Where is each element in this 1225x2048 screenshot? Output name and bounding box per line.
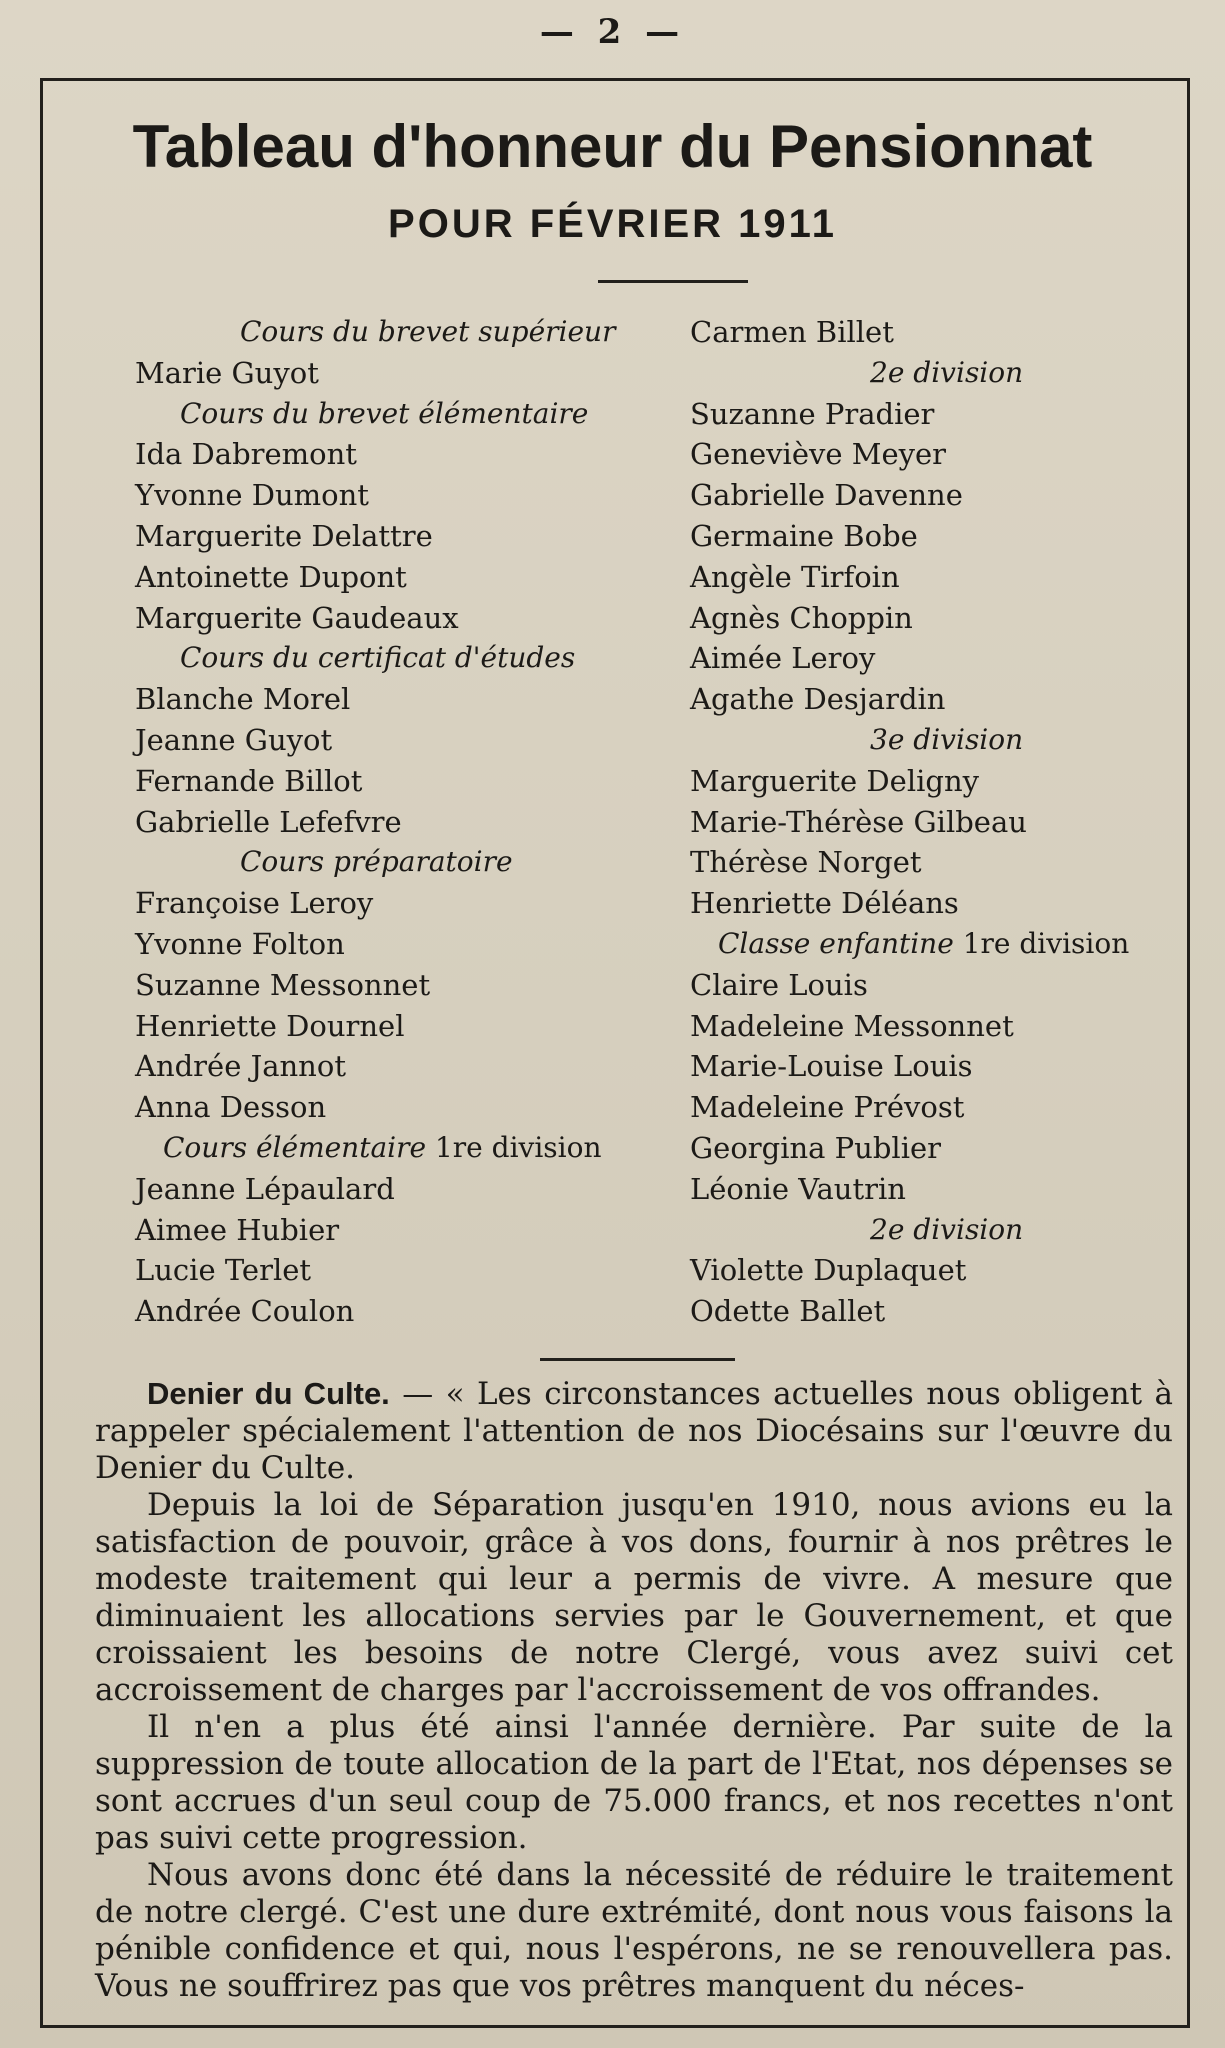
division-heading: 2e division xyxy=(870,1212,1024,1246)
student-name: Fernande Billot xyxy=(135,763,363,798)
student-name: Yvonne Folton xyxy=(135,926,345,961)
student-name: Marie Guyot xyxy=(135,355,319,390)
student-name: Marie-Louise Louis xyxy=(690,1049,973,1084)
student-name: Ida Dabremont xyxy=(135,437,357,472)
student-name: Geneviève Meyer xyxy=(690,437,947,472)
honor-list-left xyxy=(135,312,655,1332)
student-name: Madeleine Messonnet xyxy=(690,1008,1014,1043)
student-name: Jeanne Lépaulard xyxy=(135,1171,395,1206)
title-divider xyxy=(598,280,748,283)
student-name: Marguerite Gaudeaux xyxy=(135,600,459,635)
student-name: Claire Louis xyxy=(690,967,868,1002)
student-name: Aimee Hubier xyxy=(135,1212,340,1247)
student-name: Gabrielle Davenne xyxy=(690,478,963,513)
article-lead: Denier du Culte. xyxy=(147,1376,390,1411)
section-divider xyxy=(540,1358,735,1361)
student-name: Jeanne Guyot xyxy=(135,722,333,757)
student-name: Odette Ballet xyxy=(690,1294,886,1329)
student-name: Antoinette Dupont xyxy=(135,559,407,594)
student-name: Marguerite Deligny xyxy=(690,763,980,798)
student-name: Madeleine Prévost xyxy=(690,1090,965,1125)
section-heading xyxy=(135,1128,655,1169)
student-name: Georgina Publier xyxy=(690,1130,942,1165)
article-paragraph xyxy=(95,1375,1173,1487)
student-name: Thérèse Norget xyxy=(690,845,922,880)
page-title: Tableau d'honneur du Pensionnat xyxy=(132,113,1093,180)
page-subtitle: POUR FÉVRIER 1911 xyxy=(388,202,837,246)
section-heading: Cours du brevet supérieur xyxy=(240,315,616,348)
section-heading: Cours du brevet élémentaire xyxy=(180,396,589,430)
article-text: — « Les circonstances actuelles nous obligent à rappeler spécialement l'attention de nos Diocésains sur l'œuvre du Denier du Culte. xyxy=(95,1376,1173,1486)
student-name: Henriette Déléans xyxy=(690,886,959,921)
denier-du-culte-article xyxy=(95,1375,1173,2005)
student-name: Germaine Bobe xyxy=(690,518,918,553)
student-name: Yvonne Dumont xyxy=(135,478,369,513)
division-heading: 3e division xyxy=(870,722,1024,756)
division-label: 1re division xyxy=(962,926,1130,960)
student-name: Angèle Tirfoin xyxy=(690,559,900,594)
student-name: Aimée Leroy xyxy=(690,641,876,676)
student-name: Carmen Billet xyxy=(690,315,894,349)
division-heading: 2e division xyxy=(870,355,1024,389)
student-name: Agathe Desjardin xyxy=(690,682,946,717)
section-heading: Cours du certificat d'études xyxy=(180,641,576,675)
page-number: — 2 — xyxy=(539,12,686,52)
student-name: Marie-Thérèse Gilbeau xyxy=(690,804,1027,839)
article-paragraph: Nous avons donc été dans la nécessité de réduire le traitement de notre clergé. C'est une dure extrémité, dont nous vous faisons la pénible confidence et qui, nous l'espérons, ne se renouvellera pas. Vous ne souffrirez pas que vos prêtres manquent du néces- xyxy=(95,1857,1173,2004)
division-label: 1re division xyxy=(434,1130,602,1164)
student-name: Gabrielle Lefefvre xyxy=(135,804,402,839)
student-name: Lucie Terlet xyxy=(135,1253,312,1288)
student-name: Suzanne Messonnet xyxy=(135,967,431,1002)
student-name: Agnès Choppin xyxy=(690,600,913,635)
student-name: Suzanne Pradier xyxy=(690,396,935,431)
honor-list-right xyxy=(690,312,1210,1332)
student-name: Andrée Coulon xyxy=(135,1294,355,1329)
student-name: Anna Desson xyxy=(135,1090,327,1125)
student-name: Marguerite Delattre xyxy=(135,518,433,553)
student-name: Blanche Morel xyxy=(135,682,351,717)
student-name: Andrée Jannot xyxy=(135,1049,346,1084)
article-paragraph: Depuis la loi de Séparation jusqu'en 1910, nous avions eu la satisfaction de pouvoir, grâce à vos dons, fournir à nos prêtres le modeste traitement qui leur a permis de vivre. A mesure que diminuaient les allocations servies par le Gouvernement, et que croissaient les besoins de notre Clergé, vous avez suivi cet accroissement de charges par l'accroissement de vos offrandes. xyxy=(95,1487,1173,1708)
section-heading: Cours préparatoire xyxy=(240,845,513,879)
article-paragraph: Il n'en a plus été ainsi l'année dernière. Par suite de la suppression de toute allocation de la part de l'Etat, nos dépenses se sont accrues d'un seul coup de 75.000 francs, et nos recettes n'ont pas suivi cette progression. xyxy=(95,1709,1173,1856)
section-heading-label: Cours élémentaire xyxy=(163,1130,427,1164)
section-heading-label: Classe enfantine xyxy=(718,926,954,960)
student-name: Violette Duplaquet xyxy=(690,1253,967,1288)
student-name: Léonie Vautrin xyxy=(690,1171,906,1206)
student-name: Françoise Leroy xyxy=(135,886,374,921)
student-name: Henriette Dournel xyxy=(135,1008,405,1043)
section-heading xyxy=(690,924,1210,965)
